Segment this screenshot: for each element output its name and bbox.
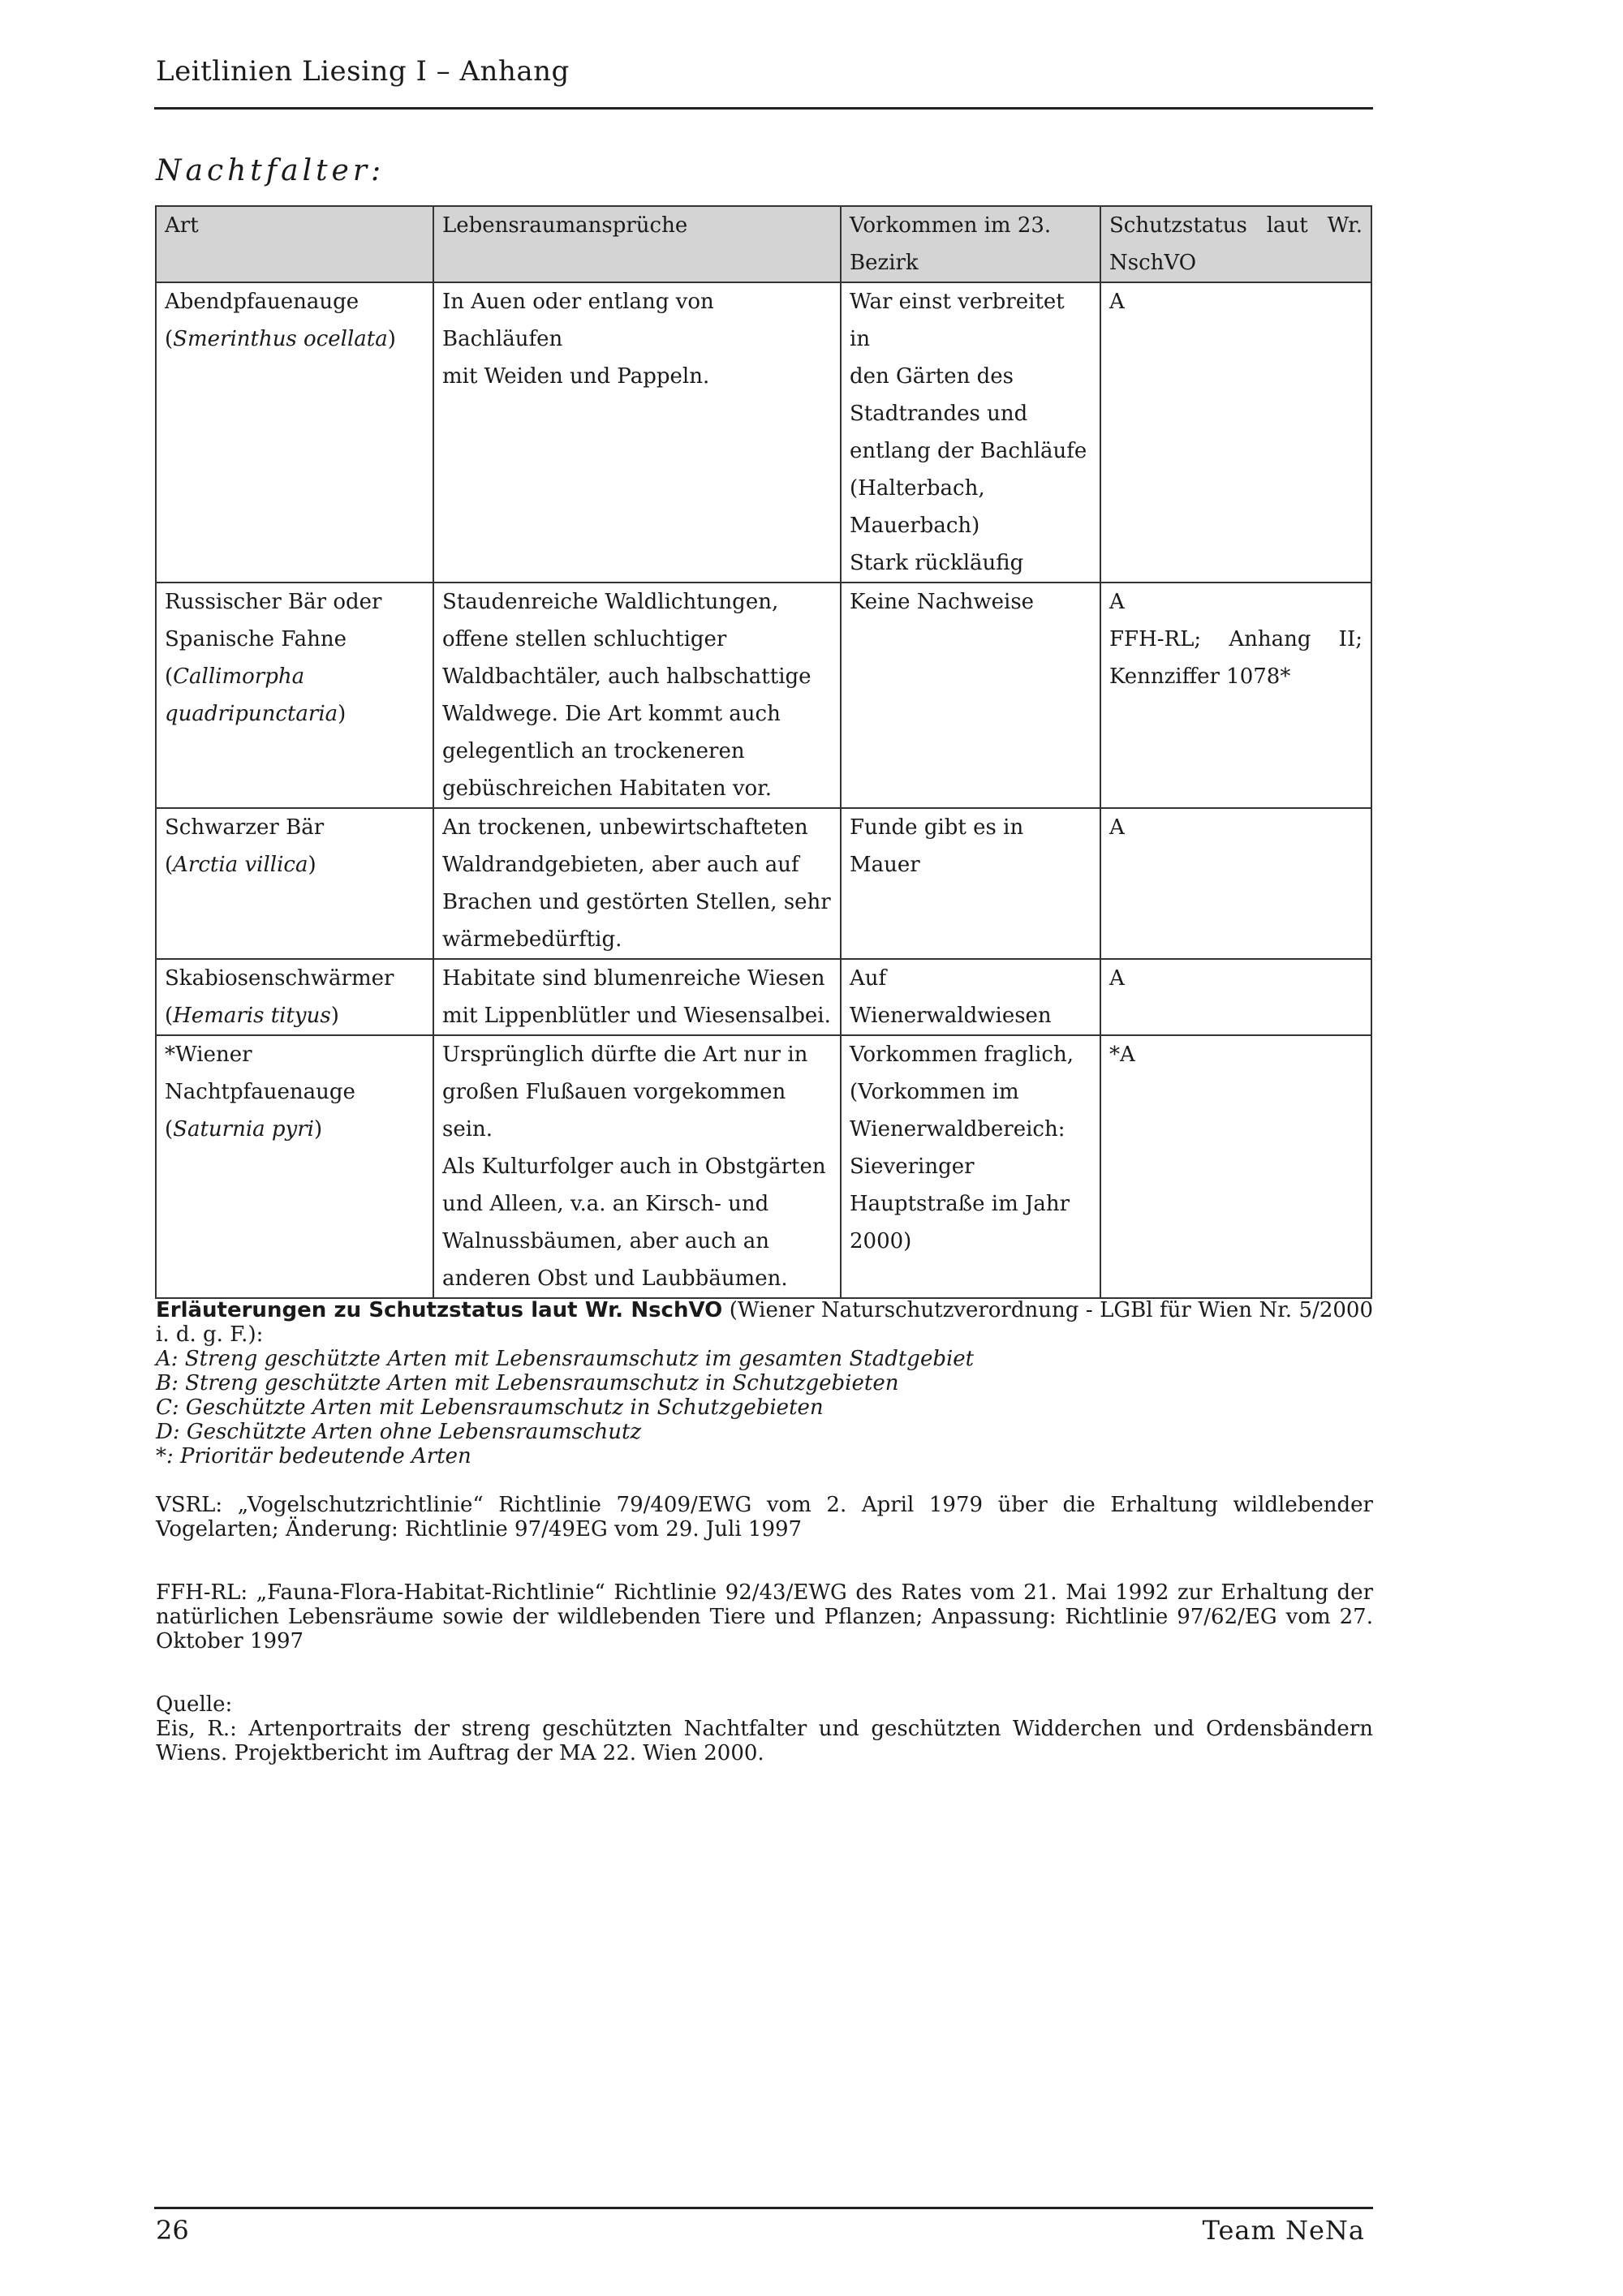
legend-item: C: Geschützte Arten mit Lebensraumschutz in Schutzgebieten [156,1395,824,1420]
table-row [156,1035,1371,1298]
legend-item: A: Streng geschützte Arten mit Lebensraumschutz im gesamten Stadtgebiet [156,1347,975,1371]
legend-item: *: Prioritär bedeutende Arten [156,1444,471,1468]
quelle-text: Eis, R.: Artenportraits der streng geschützten Nachtfalter und geschützten Widderchen und Ordensbändern Wiens. Projektbericht im Auftrag der MA 22. Wien 2000. [156,1717,1373,1765]
table-row [156,808,1371,959]
cell-habitat: Habitate sind blumenreiche Wiesen mit Lippenblütler und Wiesensalbei. [433,959,841,1035]
cell-habitat: An trockenen, unbewirtschafteten Waldrandgebieten, aber auch auf Brachen und gestörten Stellen, sehr wärmebedürftig. [433,808,841,959]
section-title: Nachtfalter: [156,154,385,187]
notes-section [156,1298,1373,1765]
legend-item: D: Geschützte Arten ohne Lebensraumschutz [156,1420,642,1444]
footer-rule [154,2207,1373,2209]
cell-art: Russischer Bär oder Spanische Fahne (Callimorpha quadripunctaria) [156,583,433,808]
legend-item: B: Streng geschützte Arten mit Lebensraumschutz in Schutzgebieten [156,1371,899,1395]
table-row [156,959,1371,1035]
cell-status: *A [1100,1035,1371,1298]
cell-habitat: Ursprünglich dürfte die Art nur in großen Flußauen vorgekommen sein. Als Kulturfolger auch in Obstgärten und Alleen, v.a. an Kirsch- und Walnussbäumen, aber auch an anderen Obst und Laubbäumen. [433,1035,841,1298]
quelle-label: Quelle: [156,1692,233,1717]
header-lebensraum: Lebensraumansprüche [433,206,841,282]
cell-art: *Wiener Nachtpfauenauge (Saturnia pyri) [156,1035,433,1298]
cell-habitat: Staudenreiche Waldlichtungen, offene stellen schluchtiger Waldbachtäler, auch halbschattige Waldwege. Die Art kommt auch gelegentlich an trockeneren gebüschreichen Habitaten vor. [433,583,841,808]
cell-occurrence: Auf Wienerwaldwiesen [841,959,1100,1035]
page-number: 26 [156,2215,189,2246]
cell-status: A [1100,282,1371,583]
cell-status: A [1100,808,1371,959]
header-rule [154,107,1373,110]
header-art: Art [156,206,433,282]
species-table [155,205,1372,1299]
cell-occurrence: War einst verbreitet in den Gärten des Stadtrandes und entlang der Bachläufe (Halterbach, Mauerbach) Stark rückläufig [841,282,1100,583]
erlaeuterungen-intro: Erläuterungen zu Schutzstatus laut Wr. NschVO (Wiener Naturschutzverordnung - LGBl für Wien Nr. 5/2000 i. d. g. F.): [156,1298,1373,1347]
header-title: Leitlinien Liesing I – Anhang [156,55,570,88]
cell-occurrence: Keine Nachweise [841,583,1100,808]
cell-art: Abendpfauenauge (Smerinthus ocellata) [156,282,433,583]
table-row [156,282,1371,583]
cell-art: Schwarzer Bär (Arctia villica) [156,808,433,959]
cell-occurrence: Funde gibt es in Mauer [841,808,1100,959]
vsrl-note: VSRL: „Vogelschutzrichtlinie“ Richtlinie 79/409/EWG vom 2. April 1979 über die Erhaltung wildlebender Vogelarten; Änderung: Richtlinie 97/49EG vom 29. Juli 1997 [156,1493,1373,1541]
cell-habitat: In Auen oder entlang von Bachläufen mit Weiden und Pappeln. [433,282,841,583]
footer-team: Team NeNa [1202,2215,1365,2246]
cell-art: Skabiosenschwärmer (Hemaris tityus) [156,959,433,1035]
header-vorkommen: Vorkommen im 23. Bezirk [841,206,1100,282]
ffh-note: FFH-RL: „Fauna-Flora-Habitat-Richtlinie“ Richtlinie 92/43/EWG des Rates vom 21. Mai 1992 zur Erhaltung der natürlichen Lebensräume sowie der wildlebenden Tiere und Pflanzen; Anpassung: Richtlinie 97/62/EG vom 27. Oktober 1997 [156,1580,1373,1653]
cell-occurrence: Vorkommen fraglich, (Vorkommen im Wienerwaldbereich: Sieveringer Hauptstraße im Jahr 2000) [841,1035,1100,1298]
cell-status: A FFH-RL; Anhang II; Kennziffer 1078* [1100,583,1371,808]
table-header-row [156,206,1371,282]
table-row [156,583,1371,808]
cell-status: A [1100,959,1371,1035]
header-schutzstatus: Schutzstatus laut Wr. NschVO [1100,206,1371,282]
